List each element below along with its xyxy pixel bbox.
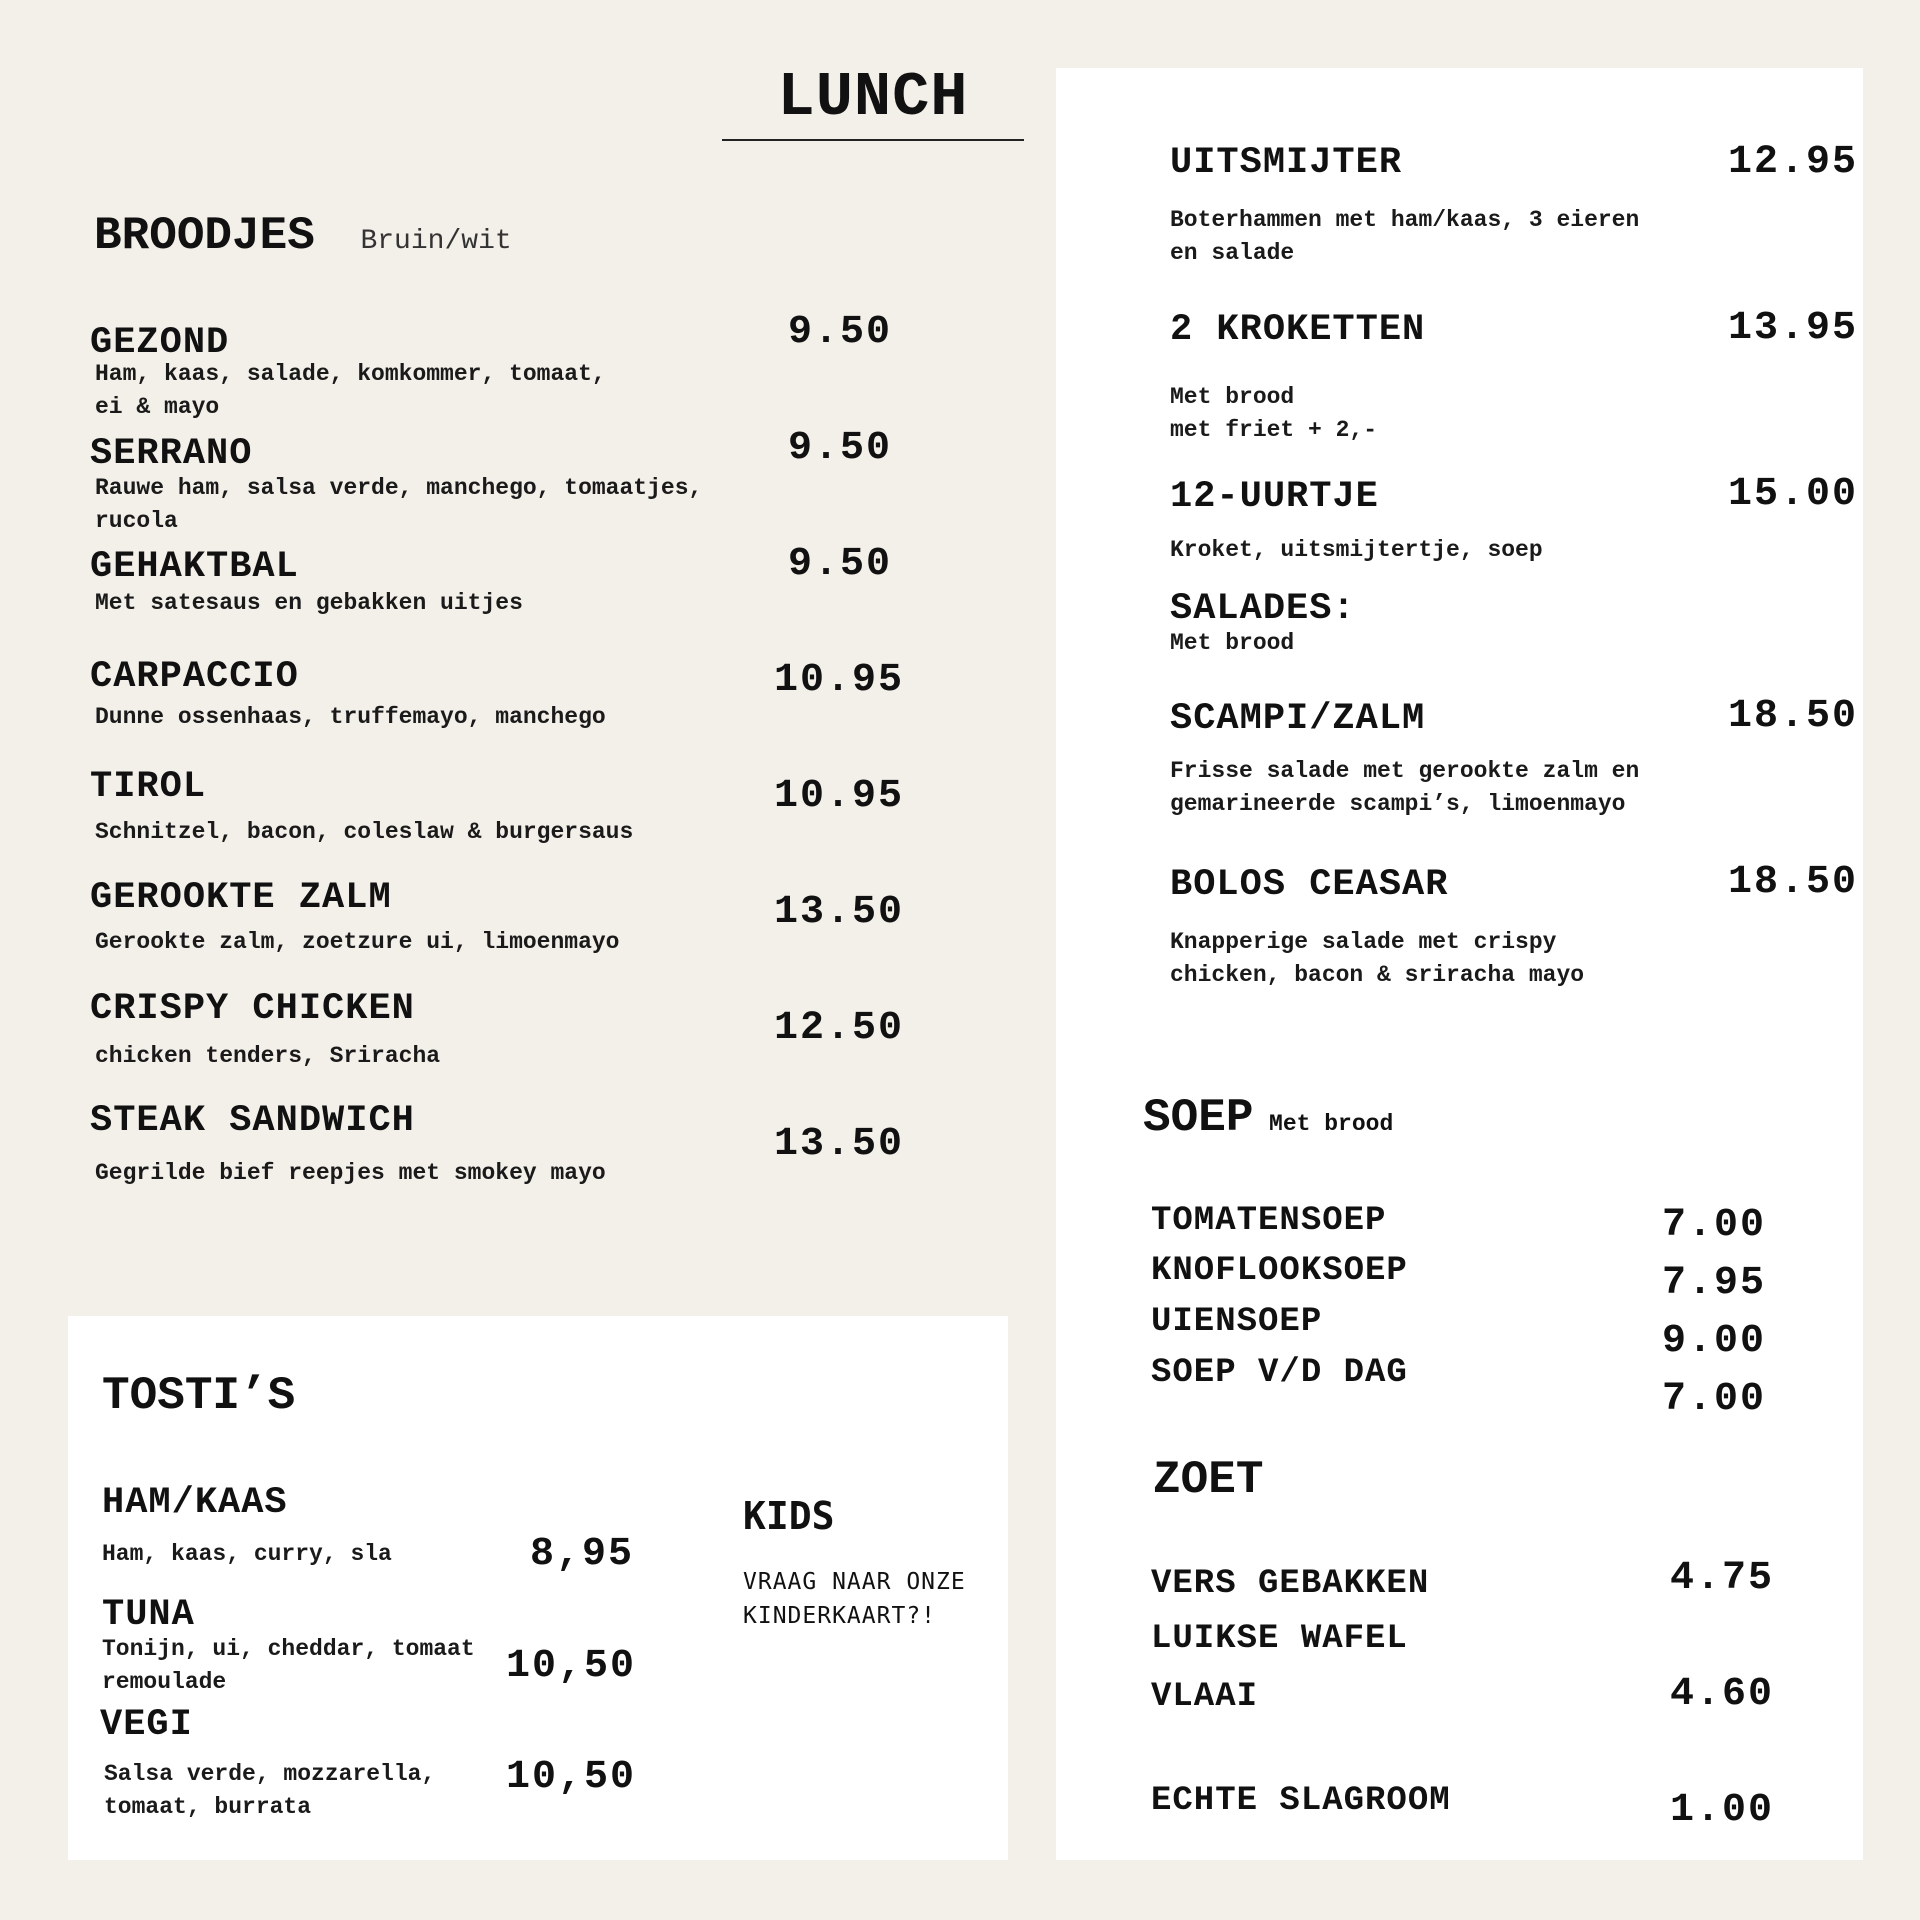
title-underline [722,139,1024,141]
zoet-item-price: 1.00 [1670,1788,1775,1833]
item-name: TIROL [90,766,207,808]
item-desc: Ham, kaas, curry, sla [102,1541,392,1567]
item-price: 10.95 [774,774,905,819]
item-desc: Met brood met friet + 2,- [1170,384,1378,443]
item-name: HAM/KAAS [102,1482,288,1524]
item-name: STEAK SANDWICH [90,1100,415,1142]
item-name: CRISPY CHICKEN [90,988,415,1030]
item-price: 9.50 [788,426,893,471]
item-name: VEGI [100,1704,193,1746]
item-desc: Knapperige salade met crispy chicken, bacon & sriracha mayo [1170,929,1585,988]
item-desc: Rauwe ham, salsa verde, manchego, tomaatjes, rucola [95,475,703,534]
item-price: 8,95 [530,1532,635,1577]
soep-item-price: 7.00 [1662,1377,1767,1422]
item-name: 2 KROKETTEN [1170,309,1426,351]
item-price: 13.50 [774,890,905,935]
soep-item-price: 7.00 [1662,1203,1767,1248]
item-name: GEZOND [90,322,230,364]
soep-item-name: UIENSOEP [1151,1303,1323,1341]
item-name: TUNA [102,1594,195,1636]
zoet-heading: ZOET [1153,1454,1264,1506]
salades-subheading: Met brood [1170,630,1295,656]
item-price: 10.95 [774,658,905,703]
zoet-item-name: VERS GEBAKKEN LUIKSE WAFEL [1151,1565,1430,1658]
item-name: BOLOS CEASAR [1170,864,1449,906]
item-price: 18.50 [1728,694,1859,739]
item-price: 9.50 [788,310,893,355]
item-price: 12.50 [774,1006,905,1051]
zoet-item-name: VLAAI [1151,1678,1259,1716]
item-price: 18.50 [1728,860,1859,905]
item-name: 12-UURTJE [1170,476,1379,518]
item-price: 15.00 [1728,472,1859,517]
item-price: 13.50 [774,1122,905,1167]
item-price: 9.50 [788,542,893,587]
item-desc: Frisse salade met gerookte zalm en gemarineerde scampi’s, limoenmayo [1170,758,1640,817]
soep-item-price: 9.00 [1662,1319,1767,1364]
tostis-heading: TOSTI’S [102,1370,296,1422]
soep-heading: SOEP [1143,1092,1254,1144]
soep-item-name: SOEP V/D DAG [1151,1354,1408,1392]
item-desc: Boterhammen met ham/kaas, 3 eieren en salade [1170,207,1640,266]
kids-heading: KIDS [743,1494,835,1538]
item-price: 13.95 [1728,306,1859,351]
item-price: 10,50 [506,1644,637,1689]
broodjes-subheading: Bruin/wit [360,226,512,257]
item-desc: Dunne ossenhaas, truffemayo, manchego [95,704,606,730]
salades-heading: SALADES: [1170,588,1356,630]
kids-text: VRAAG NAAR ONZE KINDERKAART?! [743,1569,966,1629]
item-name: GEHAKTBAL [90,546,299,588]
soep-item-name: TOMATENSOEP [1151,1202,1387,1240]
item-price: 10,50 [506,1755,637,1800]
zoet-item-price: 4.60 [1670,1672,1775,1717]
item-name: CARPACCIO [90,656,299,698]
item-price: 12.95 [1728,140,1859,185]
item-desc: Ham, kaas, salade, komkommer, tomaat, ei & mayo [95,361,606,420]
item-name: GEROOKTE ZALM [90,877,392,919]
page-title: LUNCH [777,62,969,133]
soep-subheading: Met brood [1269,1111,1394,1137]
soep-item-name: KNOFLOOKSOEP [1151,1252,1408,1290]
broodjes-header [94,210,512,262]
zoet-item-price: 4.75 [1670,1556,1775,1601]
item-desc: chicken tenders, Sriracha [95,1043,441,1069]
soep-header [1143,1092,1393,1144]
item-name: SCAMPI/ZALM [1170,698,1426,740]
item-desc: Kroket, uitsmijtertje, soep [1170,537,1543,563]
item-desc: Salsa verde, mozzarella, tomaat, burrata [104,1761,436,1820]
item-desc: Gerookte zalm, zoetzure ui, limoenmayo [95,929,620,955]
item-name: SERRANO [90,433,253,475]
item-desc: Met satesaus en gebakken uitjes [95,590,523,616]
item-desc: Schnitzel, bacon, coleslaw & burgersaus [95,819,634,845]
broodjes-heading: BROODJES [94,210,315,262]
item-desc: Gegrilde bief reepjes met smokey mayo [95,1160,606,1186]
item-name: UITSMIJTER [1170,142,1403,184]
soep-item-price: 7.95 [1662,1261,1767,1306]
item-desc: Tonijn, ui, cheddar, tomaat remoulade [102,1636,475,1695]
zoet-item-name: ECHTE SLAGROOM [1151,1782,1451,1820]
